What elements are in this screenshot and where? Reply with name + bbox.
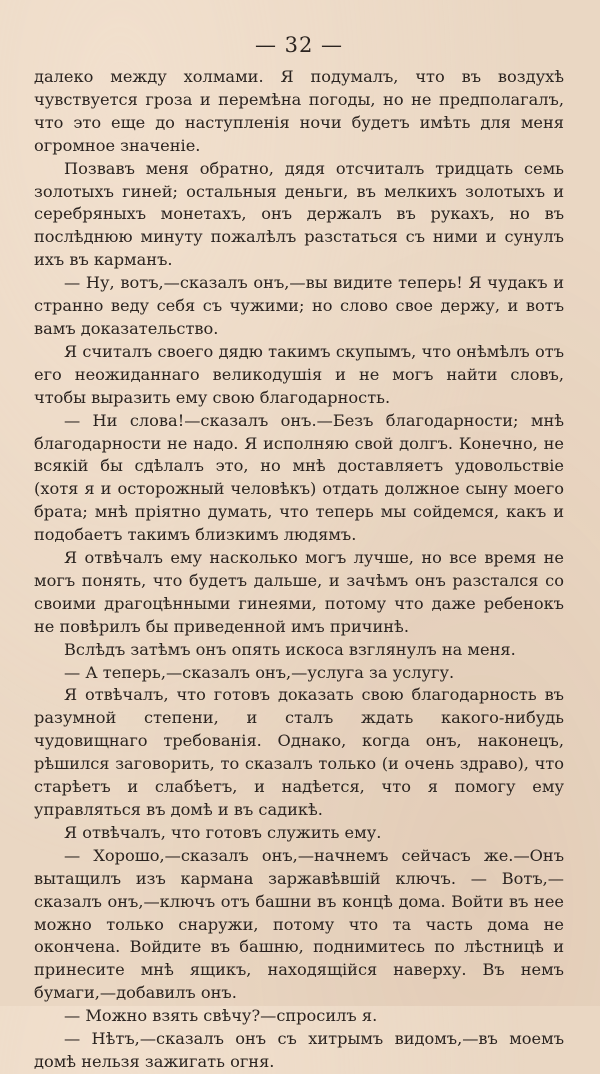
paragraph: — Ну, вотъ,—сказалъ онъ,—вы видите теперь! Я чудакъ и странно веду себя съ чужими; но слово свое держу, и вотъ вамъ доказательство.	[34, 273, 564, 338]
paragraph: — Хорошо,—сказалъ онъ,—начнемъ сейчасъ же.—Онъ вытащилъ изъ кармана заржавѣвшій ключъ. — Вотъ,—сказалъ онъ,—ключъ отъ башни въ концѣ дома. Войти въ нее можно только снаружи, потому что та часть дома не окончена. Войдите въ башню, поднимитесь по лѣстницѣ и принесите мнѣ ящикъ, находящійся наверху. Въ немъ бумаги,—добавилъ онъ.	[34, 845, 564, 1003]
paragraph: Я считалъ своего дядю такимъ скупымъ, что онѣмѣлъ отъ его неожиданнаго великодушія и не могъ найти словъ, чтобы выразить ему свою благодарность.	[34, 341, 564, 407]
page-body-text	[34, 66, 564, 1074]
paragraph: Я отвѣчалъ, что готовъ доказать свою благодарность въ разумной степени, и сталъ ждать какого-нибудь чудовищнаго требованія. Однако, когда онъ, наконецъ, рѣшился заговорить, то сказалъ только (и очень здраво), что старѣетъ и слабѣетъ, и надѣется, что я помогу ему управляться въ домѣ и въ садикѣ.	[34, 685, 564, 819]
paragraph: — Нѣтъ,—сказалъ онъ съ хитрымъ видомъ,—въ моемъ домѣ нельзя зажигать огня.	[34, 1029, 564, 1071]
paragraph: далеко между холмами. Я подумалъ, что въ воздухѣ чувствуется гроза и перемѣна погоды, но не предполагалъ, что это еще до наступленія ночи будетъ имѣть для меня огромное значеніе.	[34, 67, 564, 155]
paragraph: Я отвѣчалъ, что готовъ служить ему.	[64, 822, 382, 842]
paragraph: Позвавъ меня обратно, дядя отсчиталъ тридцать семь золотыхъ гиней; остальныя деньги, въ мелкихъ золотыхъ и серебряныхъ монетахъ, онъ держалъ въ рукахъ, но въ послѣднюю минуту пожалѣлъ разстаться съ ними и сунулъ ихъ въ карманъ.	[34, 158, 564, 270]
paragraph: Я отвѣчалъ ему насколько могъ лучше, но все время не могъ понять, что будетъ дальше, и зачѣмъ онъ разстался со своими драгоцѣнными гинеями, потому что даже ребенокъ не повѣрилъ бы приведенной имъ причинѣ.	[34, 548, 564, 636]
paragraph: — Можно взять свѣчу?—спросилъ я.	[64, 1006, 378, 1026]
paragraph: — Ни слова!—сказалъ онъ.—Безъ благодарности; мнѣ благодарности не надо. Я исполняю свой долгъ. Конечно, не всякій бы сдѣлалъ это, но мнѣ доставляетъ удовольствіе (хотя я и осторожный человѣкъ) отдать должное сыну моего брата; мнѣ пріятно думать, что теперь мы сойдемся, какъ и подобаетъ такимъ близкимъ людямъ.	[34, 410, 564, 545]
paragraph: — А теперь,—сказалъ онъ,—услуга за услугу.	[64, 662, 455, 682]
paragraph: Вслѣдъ затѣмъ онъ опять искоса взглянулъ на меня.	[64, 639, 516, 659]
page-number: — 32 —	[254, 33, 344, 57]
